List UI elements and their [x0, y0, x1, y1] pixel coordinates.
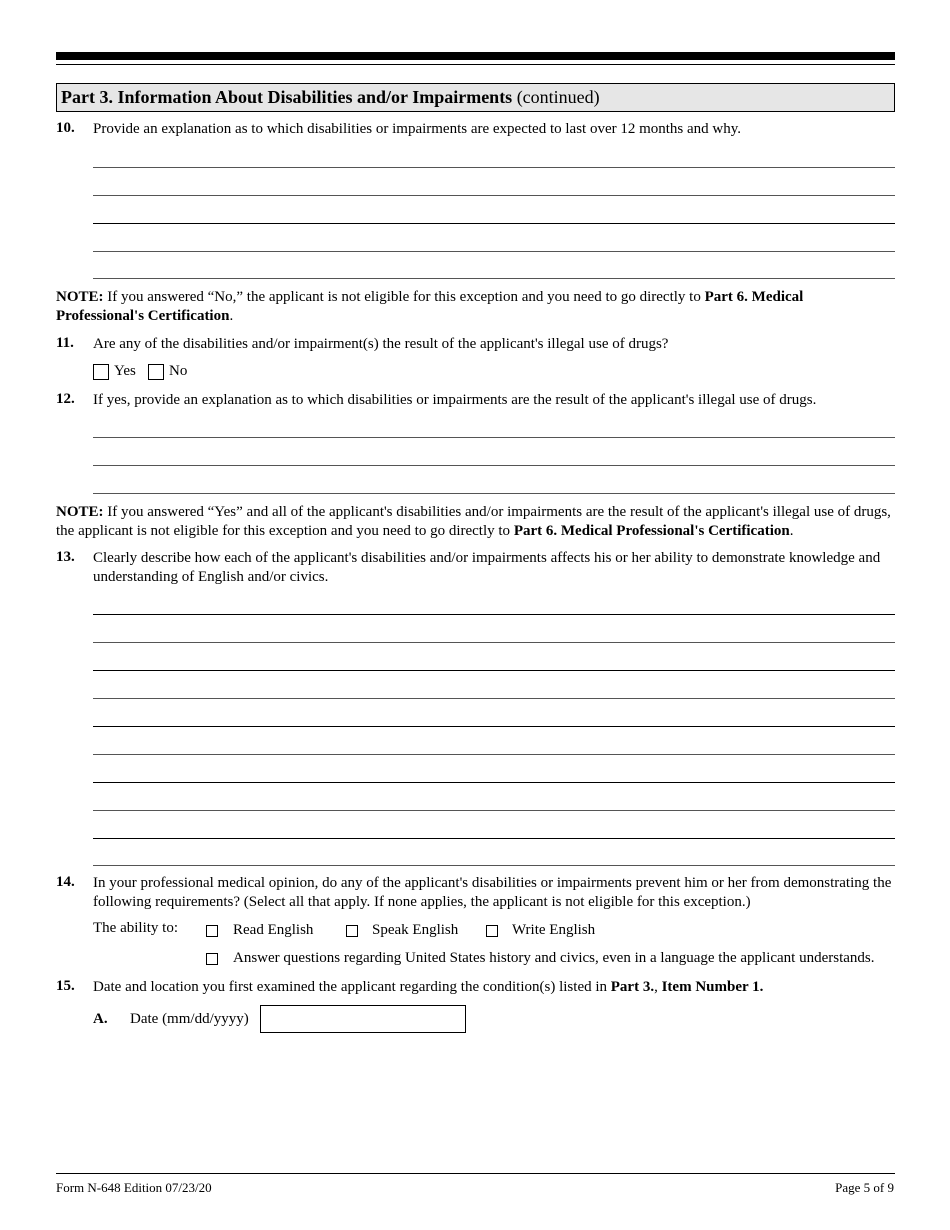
answer-line — [93, 782, 895, 783]
q15-text — [93, 978, 893, 997]
answer-line — [93, 223, 895, 224]
answer-line — [93, 251, 895, 252]
q10-text: Provide an explanation as to which disabilities or impairments are expected to last over 12 months and why. — [93, 121, 742, 137]
q11-text: Are any of the disabilities and/or impairment(s) the result of the applicant's illegal use of drugs? — [93, 336, 669, 352]
note-1-text: If you answered “No,” the applicant is not eligible for this exception and you need to go directly to — [103, 289, 705, 305]
speak-english-label: Speak English — [372, 922, 459, 938]
q11-no-label: No — [169, 363, 188, 379]
note-2-text: If you answered “Yes” and all of the applicant's disabilities and/or impairments are the result of the applicant's illegal use of drugs, the applicant is not eligible for this exception and you need to go directly to — [56, 504, 891, 539]
write-english-label: Write English — [512, 922, 596, 938]
q15-part-ref: Part 3. — [610, 979, 655, 995]
q10-answer-area[interactable] — [93, 140, 895, 280]
speak-english-checkbox[interactable] — [346, 925, 358, 937]
footer-rule — [56, 1173, 895, 1174]
note-2 — [56, 503, 894, 541]
q11-yes-label: Yes — [114, 363, 136, 379]
note-1-label: NOTE: — [56, 289, 104, 305]
note-2-end: . — [789, 523, 794, 539]
q12-number: 12. — [56, 391, 75, 407]
note-2-ref: Part 6. Medical Professional's Certification — [513, 523, 790, 539]
section-title: Part 3. Information About Disabilities and/or Impairments — [61, 87, 513, 107]
answer-line — [93, 838, 895, 839]
answer-line — [93, 465, 895, 466]
q15-item-ref: Item Number 1. — [661, 979, 764, 995]
note-1 — [56, 288, 894, 326]
q12-answer-area[interactable] — [93, 410, 895, 495]
q15-comma: , — [654, 979, 662, 995]
answer-line — [93, 437, 895, 438]
read-english-checkbox[interactable] — [206, 925, 218, 937]
answer-line — [93, 493, 895, 494]
q13-number: 13. — [56, 549, 75, 565]
footer-page-number: Page 5 of 9 — [835, 1180, 894, 1195]
q10-number: 10. — [56, 120, 75, 136]
q11-no-checkbox[interactable] — [148, 364, 164, 380]
q11-yes-checkbox[interactable] — [93, 364, 109, 380]
note-1-end: . — [229, 308, 234, 324]
top-rule-thick — [56, 52, 895, 60]
q14-text: In your professional medical opinion, do any of the applicant's disabilities or impairments prevent him or her from demonstrating the following requirements? (Select all that apply. If none applies, the applicant is not eligible for this exception.) — [93, 875, 892, 910]
section-header-text — [61, 87, 600, 108]
answer-line — [93, 670, 895, 671]
answer-line — [93, 810, 895, 811]
write-english-checkbox[interactable] — [486, 925, 498, 937]
q13-answer-area[interactable] — [93, 588, 895, 868]
answer-line — [93, 278, 895, 279]
q15-text-main: Date and location you first examined the applicant regarding the condition(s) listed in — [93, 979, 611, 995]
q14-number: 14. — [56, 874, 75, 890]
answer-line — [93, 167, 895, 168]
q13-text: Clearly describe how each of the applicant's disabilities and/or impairments affects his or her ability to demonstrate knowledge and understanding of English and/or civics. — [93, 550, 881, 585]
answer-line — [93, 642, 895, 643]
answer-line — [93, 698, 895, 699]
q11-number: 11. — [56, 335, 74, 351]
q15a-label: Date (mm/dd/yyyy) — [130, 1011, 249, 1027]
section-header — [56, 83, 895, 112]
answer-line — [93, 726, 895, 727]
q15-number: 15. — [56, 978, 75, 994]
answer-line — [93, 614, 895, 615]
answer-line — [93, 865, 895, 866]
note-2-label: NOTE: — [56, 504, 104, 520]
civics-checkbox[interactable] — [206, 953, 218, 965]
date-input[interactable] — [260, 1005, 466, 1033]
top-rule-thin — [56, 64, 895, 65]
answer-line — [93, 754, 895, 755]
footer-form-edition: Form N-648 Edition 07/23/20 — [56, 1180, 212, 1195]
civics-label: Answer questions regarding United States history and civics, even in a language the applicant understands. — [233, 950, 875, 966]
answer-line — [93, 195, 895, 196]
q14-ability-label: The ability to: — [93, 920, 178, 936]
q12-text: If yes, provide an explanation as to which disabilities or impairments are the result of the applicant's illegal use of drugs. — [93, 392, 817, 408]
read-english-label: Read English — [233, 922, 314, 938]
note-1-ref: Part 6. Medical Professional's Certification — [56, 289, 804, 324]
section-title-suffix: (continued) — [512, 87, 600, 107]
q15a-letter: A. — [93, 1011, 108, 1027]
